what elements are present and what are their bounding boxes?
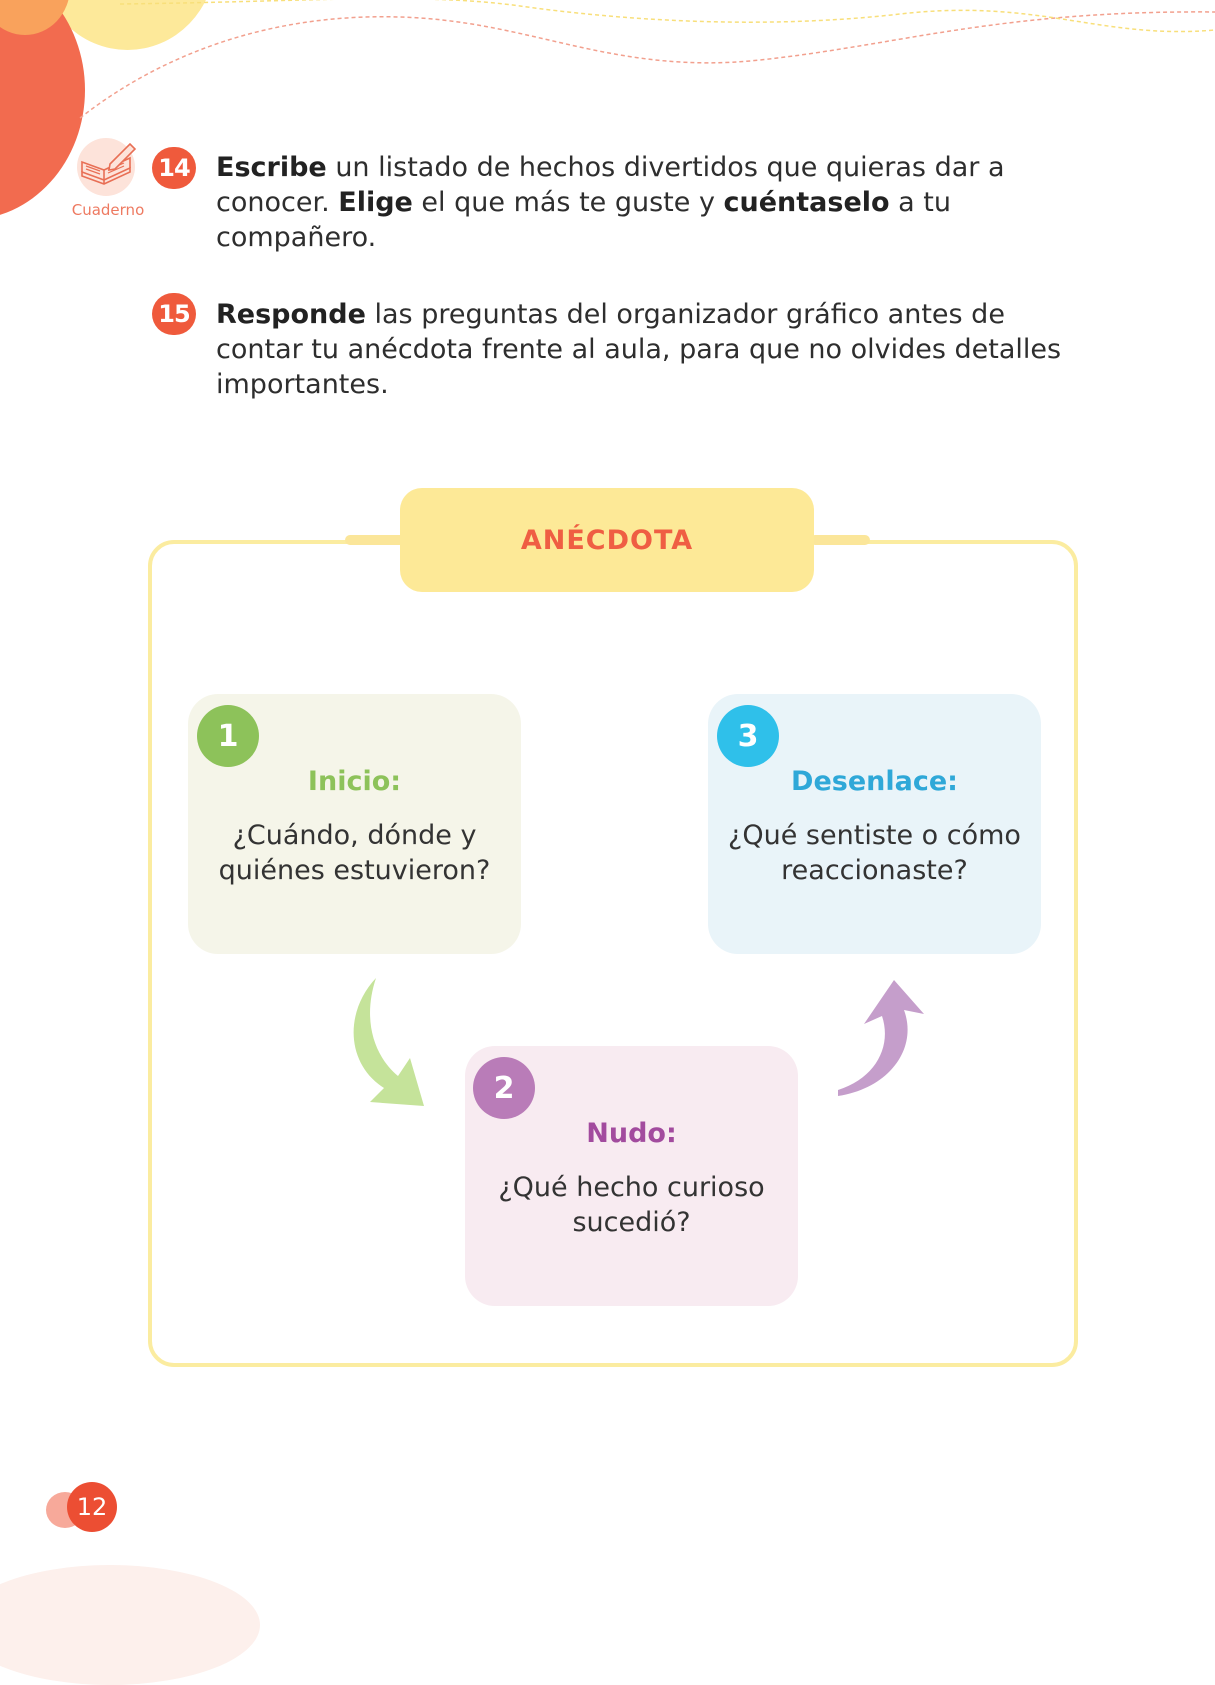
instruction-text: un listado de hechos divertidos que quieras dar a conocer. <box>216 152 1005 218</box>
decorative-bottom-shape <box>0 1565 260 1685</box>
instruction-text: las preguntas del organizador gráfico antes de contar tu anécdota frente al aula, para que no olvides detalles importantes. <box>216 299 1062 400</box>
instruction-verb: Responde <box>216 299 366 330</box>
instruction-text: el que más te guste y <box>412 187 724 218</box>
arrow-down-right-icon <box>340 972 430 1114</box>
step-title: Desenlace: <box>791 766 958 797</box>
step-card-desenlace <box>708 694 1041 954</box>
organizer-title-text: ANÉCDOTA <box>520 524 694 556</box>
instruction-verb: Elige <box>338 187 413 218</box>
step-card-nudo <box>465 1046 798 1306</box>
decorative-wave-lines <box>0 0 1215 140</box>
instruction-text: a tu compañero. <box>216 187 952 253</box>
step-question: ¿Cuándo, dónde y quiénes estuvieron? <box>218 820 491 886</box>
step-question: ¿Qué sentiste o cómo reaccionaste? <box>728 820 1021 886</box>
activity-number-badge: 15 <box>152 293 196 335</box>
arrow-up-right-icon <box>834 976 938 1100</box>
notebook-label: Cuaderno <box>71 201 145 219</box>
activity-15-instruction <box>216 297 1066 402</box>
step-question: ¿Qué hecho curioso sucedió? <box>498 1172 765 1238</box>
step-number-badge: 2 <box>473 1057 535 1119</box>
step-title: Nudo: <box>586 1118 677 1149</box>
organizer-title <box>400 488 814 592</box>
instruction-verb: Escribe <box>216 152 327 183</box>
step-card-inicio <box>188 694 521 954</box>
activity-14-instruction <box>216 150 1086 255</box>
page-number: 12 <box>67 1482 117 1532</box>
step-number-badge: 1 <box>197 705 259 767</box>
step-title: Inicio: <box>307 766 402 797</box>
notebook-pencil-icon <box>74 138 138 198</box>
title-connector-left <box>345 535 405 545</box>
title-connector-right <box>810 535 870 545</box>
step-number-badge: 3 <box>717 705 779 767</box>
activity-number-badge: 14 <box>152 147 196 189</box>
instruction-verb: cuéntaselo <box>723 187 890 218</box>
